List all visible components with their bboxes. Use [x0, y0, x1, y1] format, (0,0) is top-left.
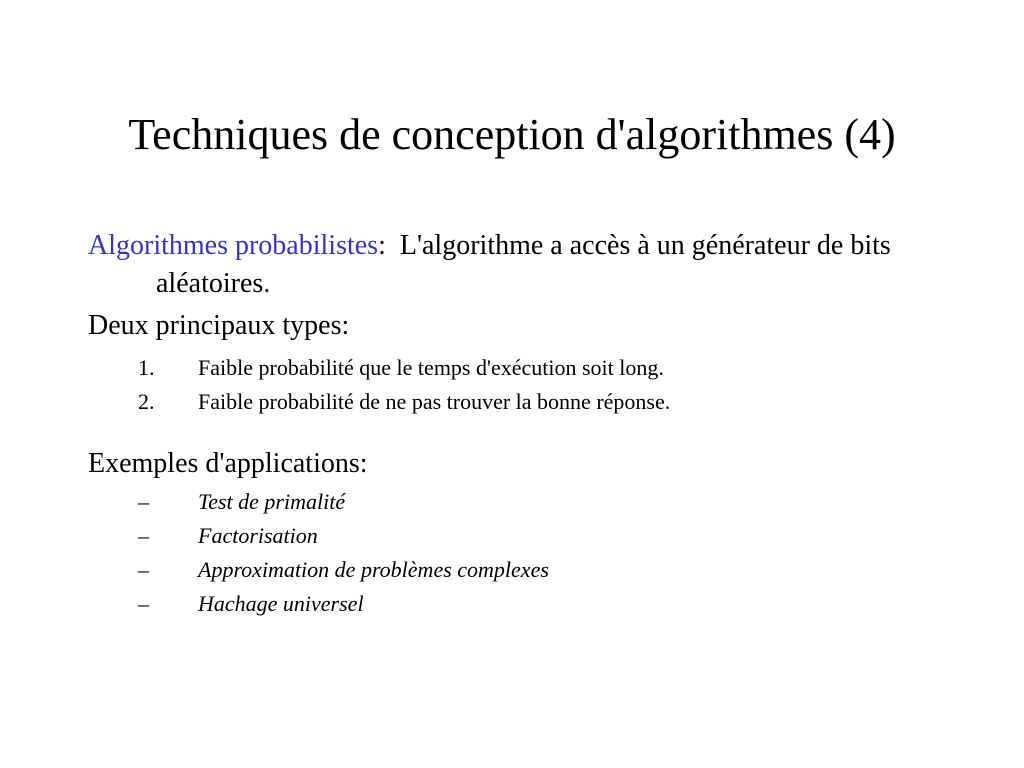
list-item [88, 519, 988, 553]
types-heading: Deux principaux types: [88, 310, 350, 341]
list-item [88, 553, 988, 587]
list-item [88, 485, 988, 519]
list-marker: – [138, 557, 149, 582]
list-item [88, 385, 988, 419]
examples-heading: Exemples d'applications: [88, 448, 368, 479]
list-item-text: Test de primalité [198, 489, 346, 514]
list-item-text: Hachage universel [198, 591, 364, 616]
list-item [88, 587, 988, 621]
list-item [88, 351, 988, 385]
list-marker: 1. [138, 355, 155, 380]
list-marker: 2. [138, 389, 155, 414]
types-list [88, 351, 988, 419]
list-item-text: Factorisation [198, 523, 318, 548]
list-item-text: Faible probabilité que le temps d'exécution soit long. [198, 355, 664, 380]
definition-paragraph [88, 227, 988, 303]
definition-colon: : [378, 230, 386, 261]
slide-title: Techniques de conception d'algorithmes (4) [128, 110, 896, 159]
list-marker: – [138, 523, 149, 548]
definition-text: L'algorithme a accès à un générateur de bits aléatoires. [156, 230, 891, 299]
definition-term: Algorithmes probabilistes [88, 230, 379, 261]
list-item-text: Faible probabilité de ne pas trouver la bonne réponse. [198, 389, 671, 414]
list-item-text: Approximation de problèmes complexes [198, 557, 549, 582]
list-marker: – [138, 591, 149, 616]
examples-list [88, 485, 988, 621]
slide-body [88, 227, 988, 621]
list-marker: – [138, 489, 149, 514]
